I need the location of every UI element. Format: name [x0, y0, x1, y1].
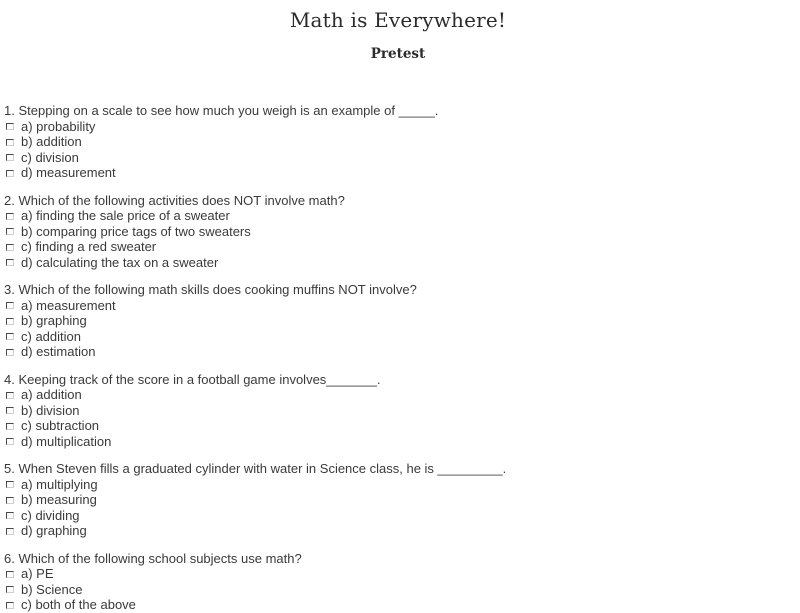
question-text: 1. Stepping on a scale to see how much you weigh is an example of _____. [4, 103, 439, 118]
checkbox-icon[interactable] [6, 228, 14, 235]
answer-option[interactable] [4, 387, 792, 403]
checkbox-icon[interactable] [6, 586, 14, 593]
question-block [4, 461, 792, 539]
answer-option-label: c) division [21, 149, 79, 165]
checkbox-icon[interactable] [6, 392, 14, 399]
answer-option-label: d) calculating the tax on a sweater [21, 254, 219, 270]
checkbox-icon[interactable] [6, 139, 14, 146]
answer-option-label: a) multiplying [21, 476, 98, 492]
question-text: 3. Which of the following math skills does cooking muffins NOT involve? [4, 282, 417, 297]
checkbox-icon[interactable] [6, 602, 14, 609]
answer-option-label: d) graphing [21, 523, 87, 538]
answer-option[interactable] [4, 508, 792, 524]
question-text: 4. Keeping track of the score in a football game involves_______. [4, 371, 381, 387]
answer-option[interactable] [4, 239, 792, 255]
answer-option[interactable] [4, 566, 792, 582]
question-block [4, 103, 792, 181]
answer-option-label: a) measurement [21, 297, 116, 313]
checkbox-icon[interactable] [6, 123, 14, 130]
question-text: 6. Which of the following school subjects use math? [4, 550, 302, 566]
answer-option-label: c) dividing [21, 507, 80, 523]
answer-option-label: a) addition [21, 387, 82, 402]
answer-option-label: c) both of the above [21, 597, 136, 612]
checkbox-icon[interactable] [6, 571, 14, 578]
question-list [4, 103, 792, 613]
checkbox-icon[interactable] [6, 318, 14, 325]
answer-option[interactable] [4, 313, 792, 329]
answer-option[interactable] [4, 597, 792, 613]
question-block [4, 372, 792, 450]
answer-option-label: a) probability [21, 118, 96, 134]
answer-option-label: c) finding a red sweater [21, 239, 157, 254]
page-subtitle: Pretest [370, 46, 426, 62]
answer-option[interactable] [4, 208, 792, 224]
answer-option-label: b) comparing price tags of two sweaters [21, 223, 251, 239]
answer-option[interactable] [4, 329, 792, 345]
answer-option-label: b) measuring [21, 492, 97, 507]
answer-option[interactable] [4, 582, 792, 598]
page-title: Math is Everywhere! [289, 8, 507, 32]
answer-option[interactable] [4, 224, 792, 240]
question-text: 2. Which of the following activities does NOT involve math? [4, 192, 345, 208]
option-group [4, 298, 792, 360]
answer-option[interactable] [4, 434, 792, 450]
answer-option-label: b) graphing [21, 313, 87, 328]
option-group [4, 477, 792, 539]
answer-option-label: d) multiplication [21, 433, 112, 449]
answer-option[interactable] [4, 344, 792, 360]
answer-option-label: c) subtraction [21, 418, 100, 433]
checkbox-icon[interactable] [6, 302, 14, 309]
checkbox-icon[interactable] [6, 423, 14, 430]
answer-option[interactable] [4, 403, 792, 419]
checkbox-icon[interactable] [6, 213, 14, 220]
question-block [4, 551, 792, 613]
answer-option-label: d) measurement [21, 165, 116, 180]
answer-option[interactable] [4, 298, 792, 314]
question-block [4, 282, 792, 360]
checkbox-icon[interactable] [6, 154, 14, 161]
answer-option[interactable] [4, 477, 792, 493]
checkbox-icon[interactable] [6, 497, 14, 504]
checkbox-icon[interactable] [6, 528, 14, 535]
checkbox-icon[interactable] [6, 349, 14, 356]
question-text: 5. When Steven fills a graduated cylinder with water in Science class, he is _________. [4, 461, 507, 476]
checkbox-icon[interactable] [6, 438, 14, 445]
checkbox-icon[interactable] [6, 333, 14, 340]
option-group [4, 119, 792, 181]
answer-option-label: b) Science [21, 581, 83, 597]
option-group [4, 566, 792, 613]
answer-option-label: a) PE [21, 566, 54, 581]
answer-option[interactable] [4, 492, 792, 508]
checkbox-icon[interactable] [6, 407, 14, 414]
answer-option[interactable] [4, 119, 792, 135]
option-group [4, 387, 792, 449]
answer-option[interactable] [4, 418, 792, 434]
question-block [4, 193, 792, 271]
answer-option[interactable] [4, 523, 792, 539]
answer-option-label: a) finding the sale price of a sweater [21, 208, 230, 223]
checkbox-icon[interactable] [6, 170, 14, 177]
answer-option[interactable] [4, 165, 792, 181]
checkbox-icon[interactable] [6, 481, 14, 488]
answer-option[interactable] [4, 150, 792, 166]
answer-option-label: b) addition [21, 134, 82, 149]
answer-option-label: d) estimation [21, 344, 96, 359]
checkbox-icon[interactable] [6, 244, 14, 251]
answer-option-label: c) addition [21, 328, 81, 344]
answer-option[interactable] [4, 134, 792, 150]
option-group [4, 208, 792, 270]
answer-option[interactable] [4, 255, 792, 271]
checkbox-icon[interactable] [6, 512, 14, 519]
checkbox-icon[interactable] [6, 259, 14, 266]
answer-option-label: b) division [21, 402, 80, 418]
